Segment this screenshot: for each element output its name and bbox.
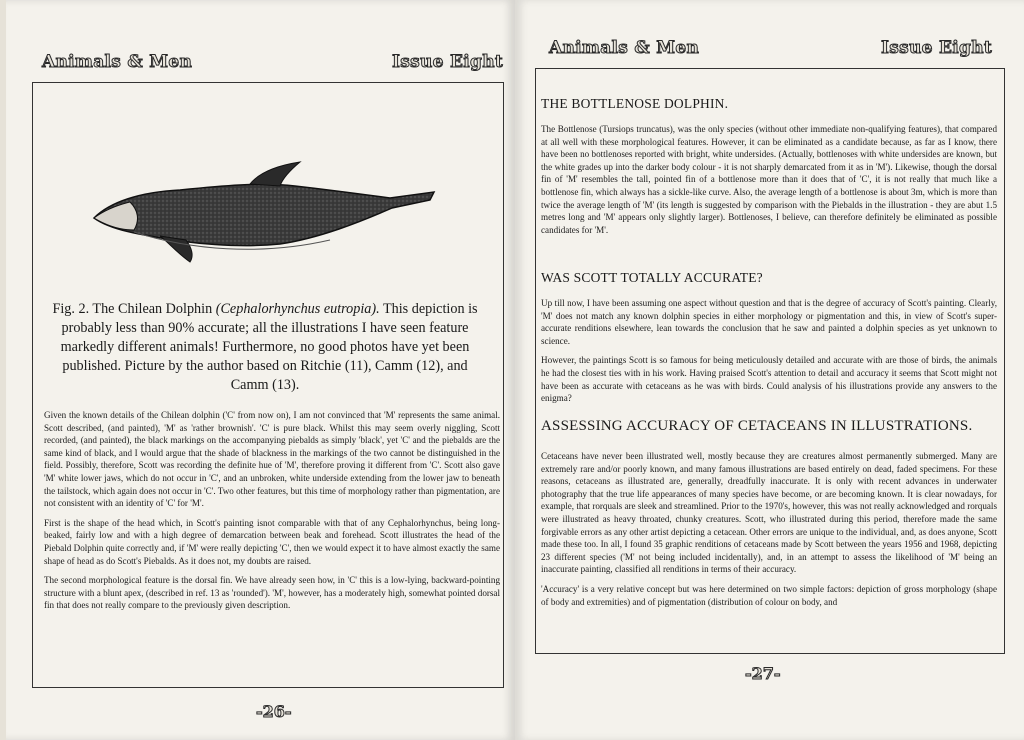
caption-species: (Cephalorhynchus eutropia). (215, 301, 380, 317)
caption-rest: This depiction is probably less than 90% accurate; all the illustrations I have seen feature markedly different animals! Furthermore, no good photos have yet been published. Picture by the author based on Ritchie (11), Camm (12), and Camm (13). (60, 301, 478, 393)
section-heading-cetaceans: ASSESSING ACCURACY OF CETACEANS IN ILLUSTRATIONS. (541, 418, 973, 434)
section-heading-bottlenose: THE BOTTLENOSE DOLPHIN. (541, 96, 729, 111)
paragraph: The Bottlenose (Tursiops truncatus), was the only species (without other immediate non-qualifying features), that compared at all well with these morphological features. However, it can be eliminated as a candidate because, as far as I know, there have been no bottlenoses reported with bright, white undersides. (Actually, bottlenoses with white undersides are known, but the white grades up into the darker body colour - it is not sharply demarcated from it as in 'M'). Likewise, though the dorsal fin of 'M' resembles the tall, pointed fin of a bottlenose more than it does that of 'C', it is not really that much like a bottlenose fin, which always has a sickle-like curve. Also, the average length of a bottlenose is about 3m, which is more than twice the average length of 'M' (its length is suggested by comparison with the Piebalds in the illustration - they are abut 1.5 metres long and 'M' appears only slightly larger). Bottlenoses, I believe, can therefore definitely be eliminated as possible candidates for 'M'. (541, 124, 997, 235)
issue-label-left: Issue Eight (392, 52, 504, 72)
paragraph: However, the paintings Scott is so famous for being meticulously detailed and accurate with are those of birds, the animals he had the closest ties with in his work. Having praised Scott's attention to detail and accuracy it seems that Scott might not have been as accurate with cetaceans as he was with birds. Could analysis of his illustrations provide any answers to the enigma? (541, 355, 997, 404)
issue-label-right: Issue Eight (881, 38, 993, 58)
section-bottlenose-body (541, 123, 997, 243)
magazine-title-left: Animals & Men (42, 52, 193, 72)
figure-caption (46, 300, 484, 395)
magazine-title-right: Animals & Men (549, 38, 700, 58)
paragraph: The second morphological feature is the dorsal fin. We have already seen how, in 'C' this is a low-lying, backward-pointing structure with a blunt apex, (described in ref. 13 as 'rounded'). 'M', however, has a moderately high, somewhat pointed dorsal fin that does not really compare to the previously given description. (44, 575, 500, 611)
right-page (515, 0, 1024, 740)
paragraph: Given the known details of the Chilean dolphin ('C' from now on), I am not convinced that 'M' represents the same animal. Scott described, (and painted), 'M' as 'rather brownish'. 'C' is pure black. Whilst this may seem overly niggling, Scott recorded, (and painted), the black markings on the accompanying piebalds as simply 'black', yet 'C' and the piebalds are the same kind of black, and I would argue that the shade of blackness in the markings of the two cannot be distinguished in the field. Possibly, therefore, Scott was recording the definite hue of 'M', therefore proving it different from 'C'. Scott also gave 'M' white lower jaws, which do not occur in 'C', and an unbroken, white underside extending from the lower jaw to beneath the tailstock, which again does not occur in 'C'. Two other features, but this time of morphology rather than pigmentation, are not consistent with an identity of 'C' for 'M'. (44, 410, 500, 509)
left-article-body (44, 409, 500, 619)
page-number-right: -27- (745, 664, 781, 683)
paragraph: First is the shape of the head which, in Scott's painting isnot comparable with that of any Cephalorhynchus, being long-beaked, fairly low and with a high degree of demarcation between beak and forehead. Scott illustrates the head of the Piebald Dolphin quite correctly and, if 'M' were really depicting 'C', then we would expect it to have almost exactly the same shape of head as do Scott's Piebalds. As it does not, my doubts are raised. (44, 517, 500, 566)
page-number-left: -26- (256, 702, 292, 721)
caption-main: Fig. 2. The Chilean Dolphin (52, 301, 216, 317)
section-heading-accuracy: WAS SCOTT TOTALLY ACCURATE? (541, 270, 763, 285)
paragraph: Cetaceans have never been illustrated well, mostly because they are creatures almost permanently submerged. Many are extremely rare and/or poorly known, and many famous illustrations are based entirely on dead, faded specimens. For these reasons, cetaceans as illustrated are, generally, dreadfully inaccurate. It is only with recent advances in underwater photography that the true life appearances of many species have become, or are becoming known. It is clear nowadays, for example, that rorquals are sleek and streamlined. Prior to the 1970's, however, this was not really acknowledged and rorquals were illustrated as heavy throated, chunky creatures. Scott, who illustrated during this period, therefore made the same forgivable errors as any other artist depicting a cetacean. Other errors are unique to the individual, and, as does anyone, Scott made these too. In all, I found 35 graphic renditions of cetaceans made by Scott between the years 1956 and 1968, depicting 23 different species ('M' not being included incidentally), and, in an attempt to assess the likelihood of 'M' being an inaccurate painting, classified all renditions in terms of their accuracy. (541, 451, 997, 575)
section-accuracy-body (541, 297, 997, 412)
paragraph: Up till now, I have been assuming one aspect without question and that is the degree of accuracy of Scott's painting. Clearly, 'M' does not match any known dolphin species in either morphology or pigmentation and this, in view of Scott's super-accurate renditions elsewhere, lean towards the conclusion that he saw and painted a dolphin species as yet unknown to science. (541, 298, 997, 346)
section-cetaceans-body (541, 450, 997, 615)
paragraph: 'Accuracy' is a very relative concept but was here determined on two simple factors: depiction of gross morphology (shape of body and extremities) and of pigmentation (distribution of colour on body, and (541, 583, 997, 607)
dolphin-illustration (90, 160, 440, 270)
